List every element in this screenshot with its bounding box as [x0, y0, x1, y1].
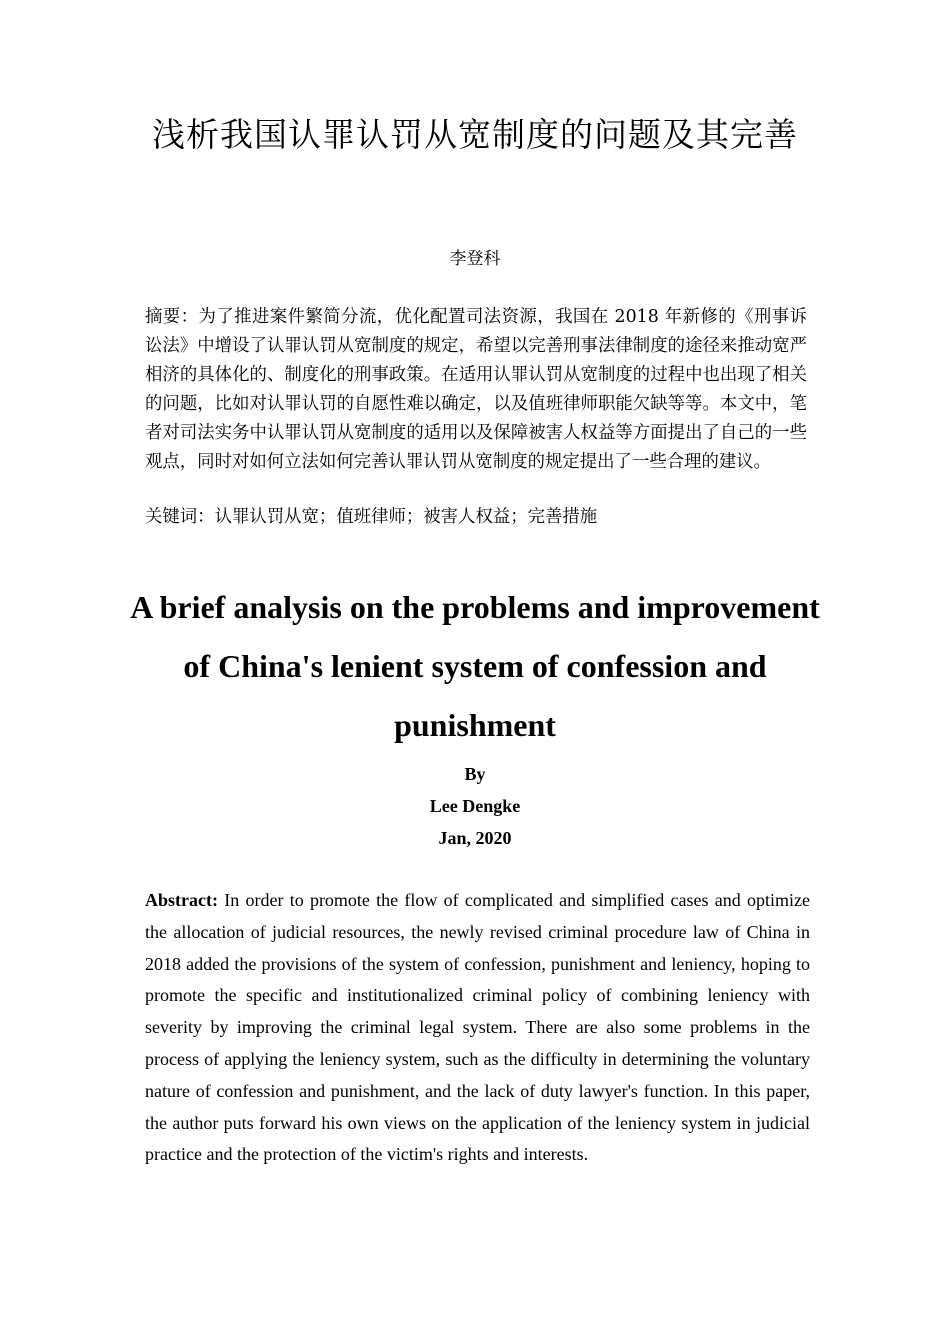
chinese-abstract-text: 为了推进案件繁简分流，优化配置司法资源，我国在 2018 年新修的《刑事诉讼法》中增设了认罪认罚从宽制度的规定，希望以完善刑事法律制度的途径来推动宽严相济的具体化的、制度化的刑事政策。在适用认罪认罚从宽制度的过程中也出现了相关的问题，比如对认罪认罚的自愿性难以确定，以及值班律师职能欠缺等等。本文中，笔者对司法实务中认罪认罚从宽制度的适用以及保障被害人权益等方面提出了自己的一些观点，同时对如何立法如何完善认罪认罚从宽制度的规定提出了一些合理的建议。 [145, 307, 807, 472]
english-byline [145, 758, 805, 854]
english-author: Lee Dengke [429, 796, 521, 816]
english-title: A brief analysis on the problems and improvement of China's lenient system of confession and punishment [130, 589, 820, 743]
chinese-author: 李登科 [449, 249, 501, 269]
chinese-keywords [145, 503, 807, 531]
publication-date: Jan, 2020 [438, 828, 512, 848]
byline-by: By [464, 764, 486, 784]
chinese-abstract-label: 摘要： [145, 307, 199, 327]
english-abstract-text: In order to promote the flow of complicated and simplified cases and optimize the allocation of judicial resources, the newly revised criminal procedure law of China in 2018 added the provisions of the system of confession, punishment and leniency, hoping to promote the specific and institutionalized criminal policy of combining leniency with severity by improving the criminal legal system. There are also some problems in the process of applying the leniency system, such as the difficulty in determining the voluntary nature of confession and punishment, and the lack of duty lawyer's function. In this paper, the author puts forward his own views on the application of the leniency system in judicial practice and the protection of the victim's rights and interests. [145, 890, 810, 1165]
chinese-abstract [145, 303, 807, 477]
english-abstract [145, 885, 810, 1171]
chinese-keywords-text: 认罪认罚从宽；值班律师；被害人权益；完善措施 [214, 507, 598, 527]
english-abstract-label: Abstract: [145, 890, 218, 910]
chinese-title: 浅析我国认罪认罚从宽制度的问题及其完善 [152, 115, 798, 154]
chinese-keywords-label: 关键词： [145, 507, 215, 527]
